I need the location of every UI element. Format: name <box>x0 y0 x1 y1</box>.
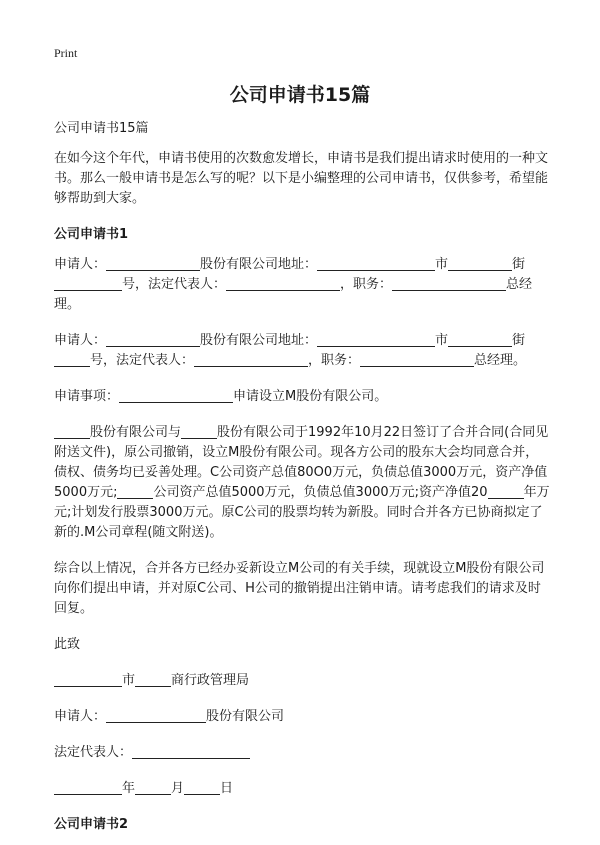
blank-field <box>106 708 206 723</box>
blank-field <box>54 780 122 795</box>
blank-field <box>135 672 171 687</box>
blank-field <box>106 332 200 347</box>
blank-field <box>181 424 217 439</box>
blank-field <box>392 276 506 291</box>
section-heading-1: 公司申请书1 <box>54 227 129 242</box>
intro-paragraph: 在如今这个年代，申请书使用的次数愈发增长，申请书是我们提出请求时使用的一种文书。那么一般申请书是怎么写的呢？以下是小编整理的公司申请书，仅供参考，希望能够帮助到大家。 <box>54 151 549 206</box>
applicant-block-2: 申请人： 股份有限公司地址： 市 街号，法定代表人： ，职务： 总经理。 <box>54 333 527 368</box>
blank-field <box>448 332 512 347</box>
blank-field <box>135 780 171 795</box>
document-body <box>54 119 550 845</box>
blank-field <box>106 256 200 271</box>
blank-field <box>132 744 250 759</box>
signature-date: 年 月 日 <box>54 779 550 799</box>
blank-field <box>360 352 474 367</box>
signature-rep: 法定代表人： <box>54 743 550 763</box>
recipient-line: 市 商行政管理局 <box>54 671 550 691</box>
signature-applicant: 申请人： 股份有限公司 <box>54 709 285 724</box>
section-heading-2: 公司申请书2 <box>54 817 129 832</box>
blank-field <box>194 352 308 367</box>
body-paragraph-2: 综合以上情况，合并各方已经办妥新设立M公司的有关手续，现就设立M股份有限公司向你们提出申请，并对原C公司、H公司的撤销提出注销申请。请考虑我们的请求及时回复。 <box>54 561 545 616</box>
blank-field <box>226 276 340 291</box>
blank-field <box>119 388 233 403</box>
blank-field <box>117 484 153 499</box>
subtitle: 公司申请书15篇 <box>54 121 149 136</box>
blank-field <box>448 256 512 271</box>
blank-field <box>317 256 435 271</box>
closing: 此致 <box>54 637 81 652</box>
blank-field <box>317 332 435 347</box>
body-paragraph-1: 股份有限公司与 股份有限公司于1992年10月22日签订了合并合同(合同见附送文件)，原公司撤销，设立M股份有限公司。现各方公司的股东大会均同意合并，债权、债务均已妥善处理。C公司资产总值80O0万元，负债总值3000万元，资产净值5000万元; 公司资产总值5000万元，负债总值3000万元;资产净值20 年万元;计划发行股票3000万元。原C公司的股票均转为新股。同时合并各方已协商拟定了新的.M公司章程(随文附送)。 <box>54 425 550 540</box>
applicant-block-1: 申请人： 股份有限公司地址： 市 街号，法定代表人： ，职务： 总经理。 <box>54 257 533 312</box>
matter-line: 申请事项： 申请设立M股份有限公司。 <box>54 389 388 404</box>
blank-field <box>54 276 122 291</box>
blank-field <box>54 672 122 687</box>
blank-field <box>184 780 220 795</box>
blank-field <box>54 352 90 367</box>
print-link[interactable]: Print <box>54 46 78 60</box>
blank-field <box>488 484 524 499</box>
page-title: 公司申请书15篇 <box>229 84 371 106</box>
blank-field <box>54 424 90 439</box>
